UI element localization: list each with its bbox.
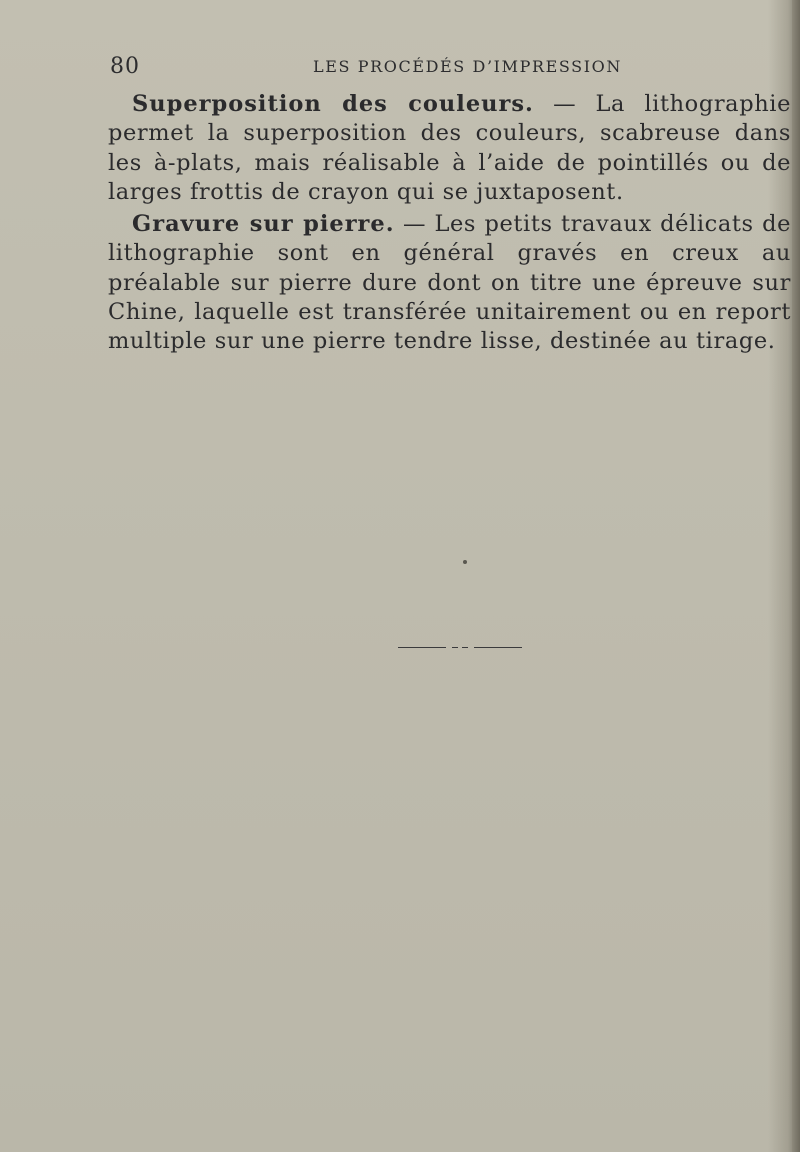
rule-segment-left — [398, 647, 446, 648]
running-title: LES PROCÉDÉS D’IMPRESSION — [313, 57, 622, 76]
rule-segment-right — [474, 647, 522, 648]
paragraph-lead-superposition: Superposition des couleurs. — [132, 91, 534, 117]
page-number: 80 — [110, 54, 140, 79]
rule-segment-dash-1 — [452, 647, 458, 648]
running-head — [110, 54, 800, 82]
paragraph-gravure — [108, 210, 791, 356]
book-spine-edge — [792, 0, 800, 1152]
paragraph-lead-gravure: Gravure sur pierre. — [132, 211, 395, 237]
section-end-rule — [398, 640, 522, 654]
paragraph-superposition — [108, 90, 791, 207]
paper-speck — [463, 560, 467, 564]
paragraph-body-superposition: — La lithographie permet la superposition des couleurs, scabreuse dans les à-plats, mais réalisable à l’aide de pointillés ou de larges frottis de crayon qui se juxtaposent. — [108, 91, 792, 205]
paragraph-body-gravure: — Les petits travaux délicats de lithographie sont en général gravés en creux au préalable sur pierre dure dont on titre une épreuve sur Chine, laquelle est transférée unitairement ou en report multiple sur une pierre tendre lisse, destinée au tirage. — [108, 211, 791, 355]
rule-segment-dash-2 — [462, 647, 468, 648]
